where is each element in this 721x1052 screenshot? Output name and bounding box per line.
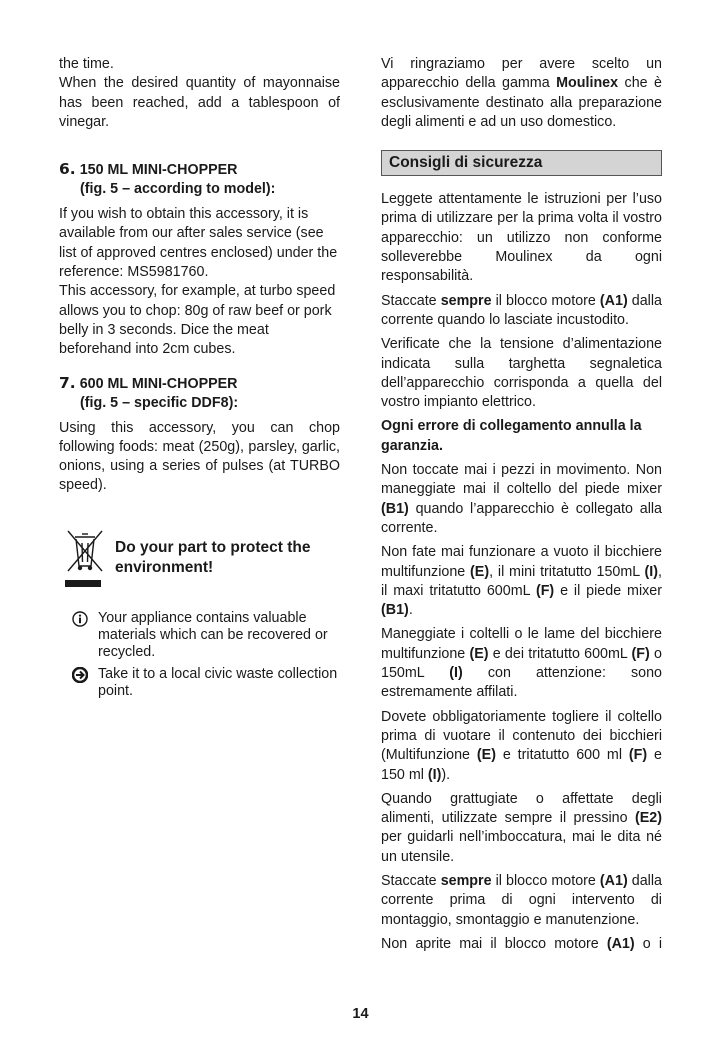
p8-c: e tritatutto 600 ml <box>495 747 629 764</box>
environment-title-line-2: environment! <box>115 558 214 576</box>
p7-d: (F) <box>631 645 650 662</box>
environment-block <box>59 528 340 594</box>
p6-i: . <box>408 602 413 619</box>
info-icon <box>72 611 88 627</box>
environment-bullets <box>59 610 340 700</box>
bullet-info-text: Your appliance contains valuable materials which can be recovered or recycled. <box>98 609 328 660</box>
p6-c: , il mini tritatutto 150mL <box>489 563 645 580</box>
section-7-heading <box>59 374 340 413</box>
section-6-body-2: This accessory, for example, at turbo speed allows you to chop: 80g of raw beef or pork belly in 3 seconds. Dice the meat beforehand into 2cm cubes. <box>59 283 336 358</box>
p2-c: il blocco motore <box>491 292 600 309</box>
bullet-arrow <box>59 666 340 700</box>
p8-a: Dovete obbligatoriamente togliere il coltello prima di vuotare il contenuto dei bicchieri (Multifunzione <box>381 708 662 764</box>
intro-brand: Moulinex <box>556 75 619 92</box>
safety-paragraph-1: Leggete attentamente le istruzioni per l’uso prima di utilizzare per la prima volta il vostro apparecchio: un utilizzo non conforme solleverebbe Moulinex da ogni responsabilità. <box>381 191 662 285</box>
intro-text-before: Vi ringraziamo per avere scelto un apparecchio della gamma <box>381 56 662 92</box>
intro-text-after: che è esclusivamente destinato alla preparazione degli alimenti e ad un uso domestico. <box>381 75 662 130</box>
p2-e: dalla corrente quando lo lasciate incustodito. <box>381 292 662 328</box>
section-6-heading <box>59 160 340 199</box>
p7-f: (I) <box>449 665 463 682</box>
p6-d: (I) <box>644 563 659 580</box>
left-column <box>59 55 340 705</box>
section-7-number: 7. <box>59 373 76 392</box>
p11-b: (A1) <box>606 935 635 952</box>
safety-paragraph-11 <box>381 935 662 954</box>
p8-e: e 150 ml <box>381 747 662 783</box>
page-number: 14 <box>352 1006 369 1022</box>
p5-b: (B1) <box>381 500 409 517</box>
p8-b: (E) <box>476 747 496 764</box>
safety-paragraph-7 <box>381 625 662 702</box>
p5-c: quando l’apparecchio è collegato alla corrente. <box>381 500 662 536</box>
environment-title <box>115 538 310 578</box>
p11-a: Non aprite mai il blocco motore <box>381 935 607 952</box>
p4-text: Ogni errore di collegamento annulla la garanzia. <box>381 418 642 454</box>
safety-paragraph-2 <box>381 292 662 331</box>
p10-c: il blocco motore <box>491 872 600 889</box>
p10-b: sempre <box>440 872 492 889</box>
safety-paragraph-6 <box>381 543 662 620</box>
p8-d: (F) <box>628 747 648 764</box>
safety-paragraph-4 <box>381 417 662 456</box>
p6-b: (E) <box>470 563 490 580</box>
p6-a: Non fate mai funzionare a vuoto il bicchiere multifunzione <box>381 544 662 580</box>
safety-paragraph-5 <box>381 461 662 538</box>
p6-h: (B1) <box>381 602 409 619</box>
section-7-title: 600 ML MINI-CHOPPER <box>79 375 238 392</box>
p7-e: o 150mL <box>381 645 662 682</box>
section-7-subtitle: (fig. 5 – specific DDF8): <box>80 394 239 411</box>
p8-f: (I) <box>427 766 442 783</box>
p6-f: (F) <box>535 582 555 599</box>
section-6-number: 6. <box>59 160 76 179</box>
section-6-body-1: If you wish to obtain this accessory, it is available from our after sales service (see list of approved centres enclosed) under the reference: MS5981760. <box>59 206 338 281</box>
p9-c: per guidarli nell’imboccatura, mai le dita né un utensile. <box>381 829 662 865</box>
p2-a: Staccate <box>381 292 441 309</box>
environment-title-line-1: Do your part to protect the <box>115 538 311 556</box>
p11-c: o i <box>634 935 662 952</box>
p10-e: dalla corrente prima di ogni intervento di montaggio, smontaggio e manutenzione. <box>381 872 662 928</box>
p7-g: con attenzione: sono estremamente affilati. <box>381 665 663 701</box>
intro-line-1: the time. <box>59 56 114 72</box>
intro-line-2: When the desired quantity of mayonnaise has been reached, add a tablespoon of vinegar. <box>59 75 340 130</box>
bullet-arrow-text: Take it to a local civic waste collection point. <box>98 665 338 699</box>
safety-heading: Consigli di sicurezza <box>381 150 662 176</box>
p10-a: Staccate <box>381 872 441 889</box>
bullet-info <box>59 610 340 661</box>
safety-paragraph-3: Verificate che la tensione d’alimentazione indicata sulla targhetta segnaletica dell’apparecchio corrisponda a quella del vostro impianto elettrico. <box>381 336 662 411</box>
p7-b: (E) <box>469 645 489 662</box>
arrow-right-icon <box>72 667 88 683</box>
safety-paragraph-10 <box>381 872 662 930</box>
section-7-body: Using this accessory, you can chop following foods: meat (250g), parsley, garlic, onions, using a series of pulses (at TURBO speed). <box>59 419 340 494</box>
p7-c: e dei tritatutto 600mL <box>488 645 632 662</box>
p6-e: , il maxi tritatutto 600mL <box>381 563 662 599</box>
p9-a: Quando grattugiate o affettate degli alimenti, utilizzate sempre il pressino <box>381 790 662 827</box>
section-6-title: 150 ML MINI-CHOPPER <box>79 162 238 179</box>
safety-paragraph-8 <box>381 708 662 785</box>
section-6-subtitle: (fig. 5 – according to model): <box>80 181 276 198</box>
p2-b: sempre <box>440 292 492 309</box>
p7-a: Maneggiate i coltelli o le lame del bicchiere multifunzione <box>381 626 662 662</box>
intro-paragraph <box>381 55 662 132</box>
p10-d: (A1) <box>599 872 628 889</box>
safety-paragraph-9 <box>381 790 662 867</box>
p2-d: (A1) <box>599 292 628 309</box>
p8-g: ). <box>441 766 451 783</box>
right-column <box>381 55 662 959</box>
p6-g: e il piede mixer <box>554 582 662 599</box>
p9-b: (E2) <box>634 810 662 827</box>
crossed-bin-icon <box>65 528 105 590</box>
p5-a: Non toccate mai i pezzi in movimento. Non maneggiate mai il coltello del piede mixer <box>381 462 662 498</box>
